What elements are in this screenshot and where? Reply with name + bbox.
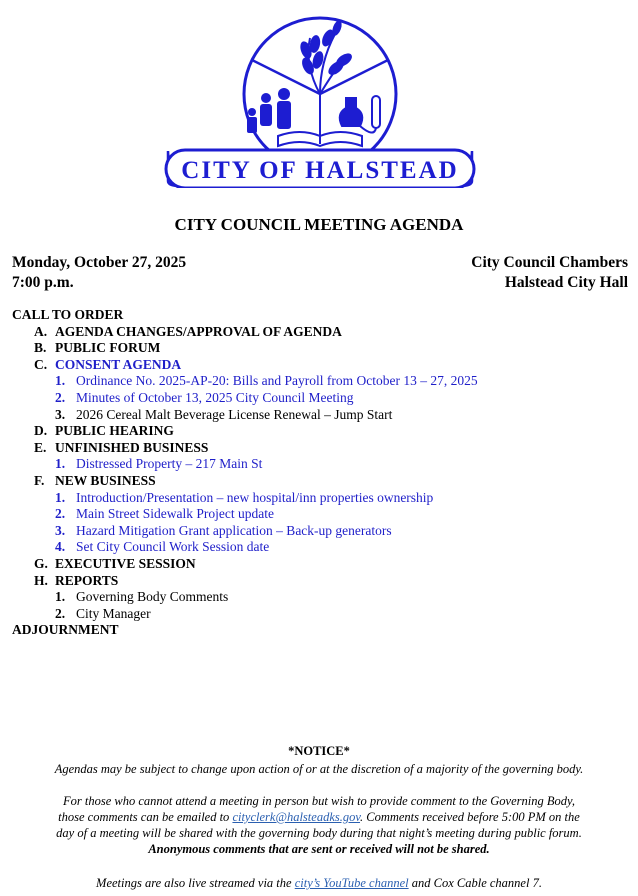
- item-text[interactable]: Introduction/Presentation – new hospital/inn properties ownership: [76, 489, 434, 505]
- agenda-section: [12, 556, 632, 573]
- meeting-time: 7:00 p.m.: [12, 274, 74, 291]
- item-text: 2026 Cereal Malt Beverage License Renewal – Jump Start: [76, 406, 393, 422]
- medical-icon: [340, 96, 380, 133]
- agenda-section: [12, 340, 632, 357]
- section-title: AGENDA CHANGES/APPROVAL OF AGENDA: [55, 323, 342, 339]
- item-text[interactable]: Hazard Mitigation Grant application – Back-up generators: [76, 522, 392, 538]
- item-number: 2.: [55, 389, 66, 405]
- section-title: EXECUTIVE SESSION: [55, 555, 196, 571]
- item-text[interactable]: Set City Council Work Session date: [76, 539, 270, 555]
- section-letter: G.: [34, 555, 48, 571]
- section-title: PUBLIC FORUM: [55, 340, 161, 356]
- item-text[interactable]: Minutes of October 13, 2025 City Council Meeting: [76, 389, 354, 405]
- item-number: 4.: [55, 539, 66, 555]
- section-letter: C.: [34, 356, 48, 372]
- item-number: 1.: [55, 373, 66, 389]
- wheat-icon: [298, 19, 354, 94]
- section-title-link[interactable]: CONSENT AGENDA: [55, 356, 182, 372]
- email-link[interactable]: cityclerk@halsteadks.gov: [232, 810, 360, 824]
- section-letter: F.: [34, 472, 45, 488]
- item-number: 2.: [55, 506, 66, 522]
- city-seal-logo: [160, 16, 480, 188]
- notice-text: Meetings are also live streamed via the: [96, 876, 292, 890]
- agenda-list: [12, 307, 632, 639]
- item-text[interactable]: Distressed Property – 217 Main St: [76, 456, 263, 472]
- meeting-datetime: [12, 253, 186, 293]
- agenda-item-link[interactable]: [12, 490, 632, 507]
- agenda-item-link[interactable]: [12, 456, 632, 473]
- section-letter: H.: [34, 572, 48, 588]
- section-title: REPORTS: [55, 572, 119, 588]
- item-number: 3.: [55, 522, 66, 538]
- item-number: 2.: [55, 605, 66, 621]
- call-to-order: CALL TO ORDER: [12, 307, 124, 322]
- agenda-item: [12, 589, 632, 606]
- agenda-section: [12, 440, 632, 457]
- notice-comment-info: [0, 793, 638, 857]
- page-title: CITY COUNCIL MEETING AGENDA: [174, 215, 464, 234]
- meeting-date: Monday, October 27, 2025: [12, 254, 187, 271]
- item-text: Governing Body Comments: [76, 589, 229, 605]
- item-number: 1.: [55, 456, 66, 472]
- notice-anonymous: Anonymous comments that are sent or received will not be shared.: [148, 842, 490, 856]
- item-text[interactable]: Ordinance No. 2025-AP-20: Bills and Payroll from October 13 – 27, 2025: [76, 373, 478, 389]
- agenda-item-link[interactable]: [12, 539, 632, 556]
- notice-text: day of a meeting will be shared with the governing body during that night’s meeting during public forum.: [56, 826, 582, 840]
- item-text: City Manager: [76, 605, 151, 621]
- agenda-item-link[interactable]: [12, 390, 632, 407]
- agenda-section: [12, 324, 632, 341]
- section-title: PUBLIC HEARING: [55, 423, 174, 439]
- item-text[interactable]: Main Street Sidewalk Project update: [76, 506, 274, 522]
- agenda-section: [12, 473, 632, 490]
- agenda-section: [12, 423, 632, 440]
- adjournment: ADJOURNMENT: [12, 622, 119, 638]
- section-letter: D.: [34, 423, 48, 439]
- youtube-link[interactable]: city’s YouTube channel: [294, 876, 409, 890]
- agenda-item: [12, 407, 632, 424]
- notice-disclaimer: Agendas may be subject to change upon action of or at the discretion of a majority of the governing body.: [54, 762, 584, 776]
- section-title: UNFINISHED BUSINESS: [55, 439, 209, 455]
- section-letter: A.: [34, 323, 48, 339]
- notice-text: For those who cannot attend a meeting in person but wish to provide comment to the Governing Body,: [63, 794, 575, 808]
- section-letter: B.: [34, 340, 47, 356]
- item-number: 1.: [55, 589, 66, 605]
- notice-text-email-line: [0, 809, 638, 825]
- agenda-section[interactable]: [12, 357, 632, 374]
- notice-text: . Comments received before 5:00 PM on the: [359, 810, 580, 824]
- notice-heading: *NOTICE*: [288, 744, 350, 758]
- agenda-item-link[interactable]: [12, 523, 632, 540]
- agenda-section: [12, 573, 632, 590]
- logo-text: CITY OF HALSTEAD: [181, 157, 459, 184]
- section-title: NEW BUSINESS: [55, 472, 156, 488]
- agenda-item-link[interactable]: [12, 506, 632, 523]
- agenda-item: [12, 606, 632, 623]
- item-number: 1.: [55, 489, 66, 505]
- section-letter: E.: [34, 439, 47, 455]
- people-icon: [247, 88, 291, 133]
- meeting-building: Halstead City Hall: [504, 274, 628, 291]
- notice-stream: [0, 875, 638, 891]
- agenda-item-link[interactable]: [12, 373, 632, 390]
- notice-text: those comments can be emailed to: [58, 810, 230, 824]
- meeting-location: [471, 253, 628, 293]
- meeting-room: City Council Chambers: [471, 254, 628, 271]
- item-number: 3.: [55, 406, 66, 422]
- notice-text: and Cox Cable channel 7.: [411, 876, 542, 890]
